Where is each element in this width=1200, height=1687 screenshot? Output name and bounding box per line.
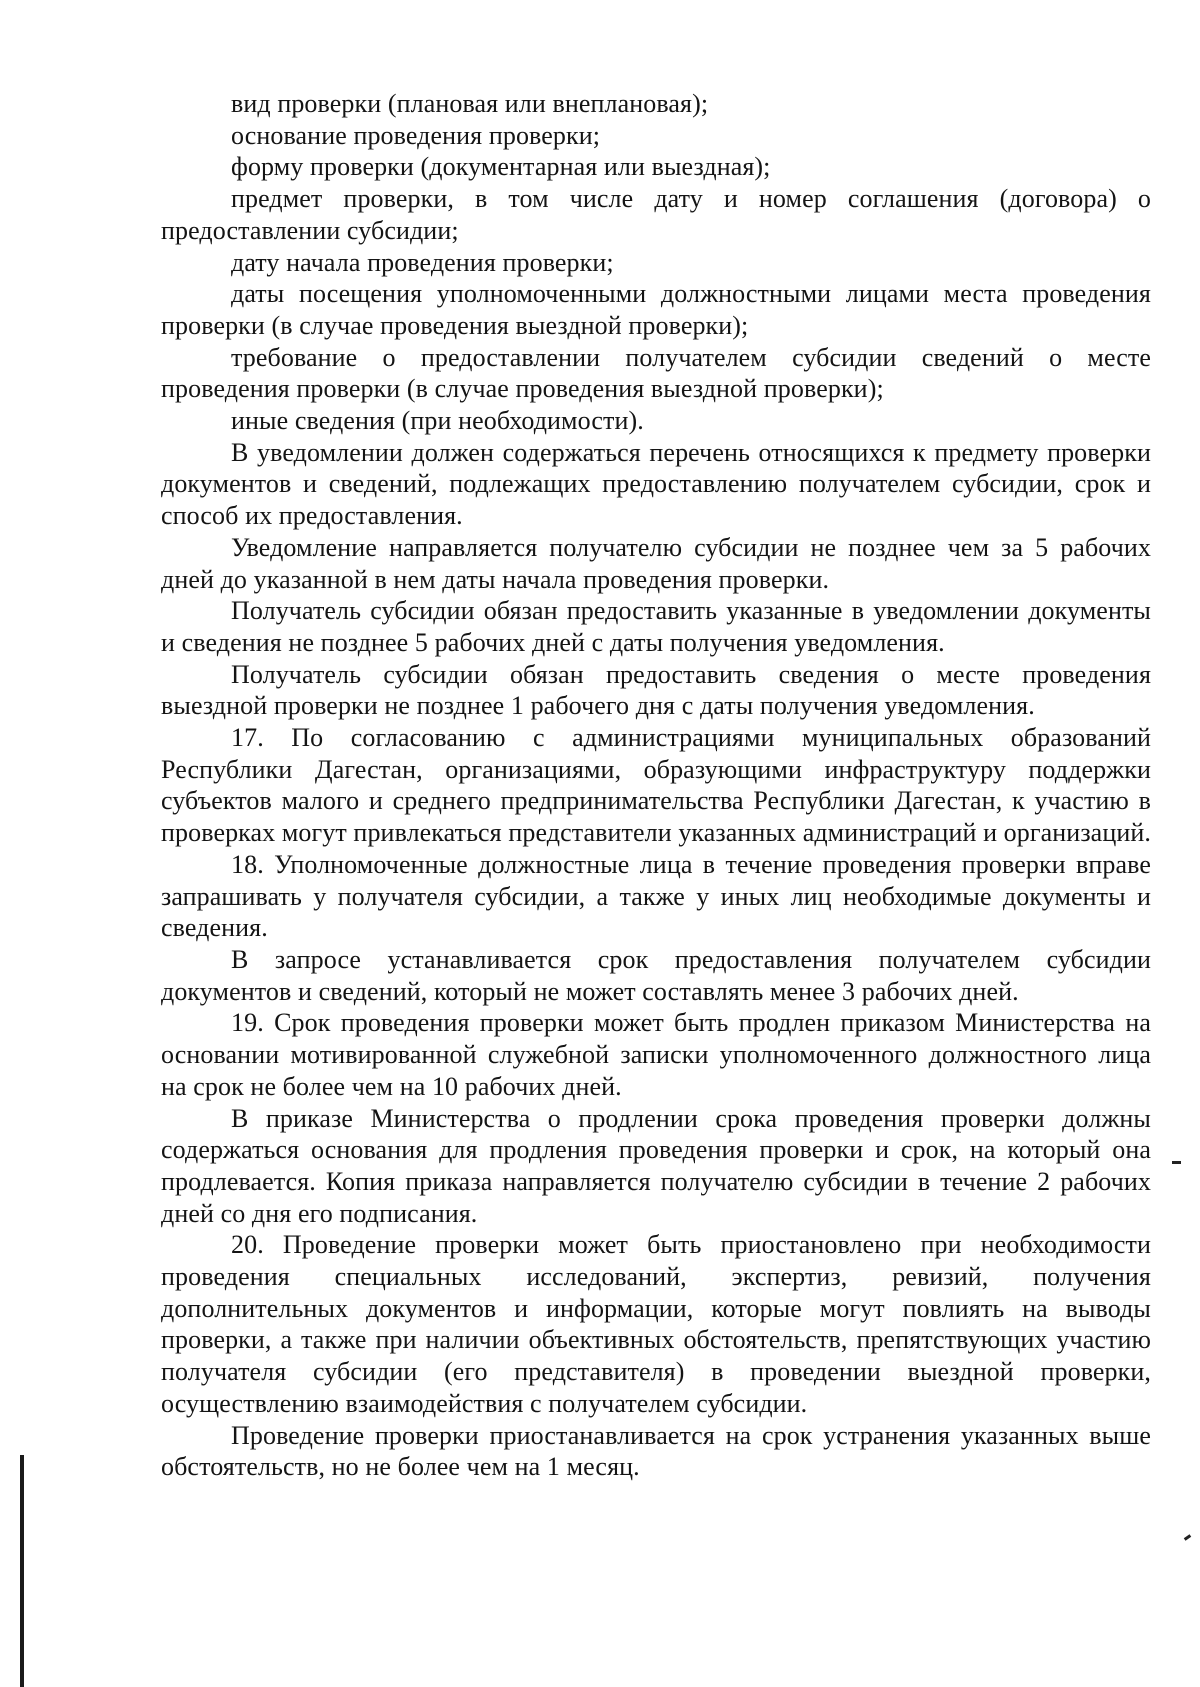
paragraph-inspection-form: форму проверки (документарная или выездная); [231, 152, 771, 182]
paragraph-clause-19: 19. Срок проведения проверки может быть продлен приказом Министерства на основании мотивированной служебной записки уполномоченного должностного лица на срок не более чем на 10 рабочих дней. [161, 1008, 1151, 1101]
paragraph-suspension-term: Проведение проверки приостанавливается на срок устранения указанных выше обстоятельств, но не более чем на 1 месяц. [161, 1420, 1151, 1482]
paragraph-visit-dates: даты посещения уполномоченными должностными лицами места проведения проверки (в случае проведения выездной проверки); [161, 279, 1151, 340]
paragraph-start-date: дату начала проведения проверки; [231, 247, 614, 277]
paragraph-inspection-subject: предмет проверки, в том числе дату и номер соглашения (договора) о предоставлении субсидии; [161, 184, 1151, 245]
paragraph-notice-contents: В уведомлении должен содержаться перечень относящихся к предмету проверки документов и сведений, подлежащих предоставлению получателем субсидии, срок и способ их предоставления. [161, 437, 1151, 531]
paragraph-extension-order: В приказе Министерства о продлении срока проведения проверки должны содержаться основания для продления проведения проверки и срок, на который она продлевается. Копия приказа направляется получателю субсидии в течение 2 рабочих дней со дня его подписания. [161, 1103, 1151, 1228]
paragraph-notice-timing: Уведомление направляется получателю субсидии не позднее чем за 5 рабочих дней до указанной в нем даты начала проведения проверки. [161, 532, 1151, 594]
scan-artifact-tick [1184, 1534, 1191, 1540]
paragraph-clause-17: 17. По согласованию с администрациями муниципальных образований Республики Дагестан, организациями, образующими инфраструктуру поддержки субъектов малого и среднего предпринимательства Республики Дагестан, к участию в проверках могут привлекаться представители указанных администраций и организаций. [161, 723, 1151, 848]
paragraph-documents-deadline: Получатель субсидии обязан предоставить указанные в уведомлении документы и сведения не позднее 5 рабочих дней с даты получения уведомления. [161, 596, 1151, 657]
paragraph-other-info: иные сведения (при необходимости). [231, 406, 644, 436]
paragraph-clause-18: 18. Уполномоченные должностные лица в течение проведения проверки вправе запрашивать у получателя субсидии, а также у иных лиц необходимые документы и сведения. [161, 849, 1151, 943]
paragraph-inspection-type: вид проверки (плановая или внеплановая); [231, 89, 709, 118]
paragraph-inspection-basis: основание проведения проверки; [231, 120, 601, 150]
paragraph-location-deadline: Получатель субсидии обязан предоставить сведения о месте проведения выездной проверки не позднее 1 рабочего дня с даты получения уведомления. [161, 659, 1151, 721]
scan-artifact-dash [1172, 1161, 1181, 1164]
scan-margin-line [20, 1455, 24, 1687]
paragraph-location-request: требование о предоставлении получателем субсидии сведений о месте проведения проверки (в случае проведения выездной проверки); [161, 342, 1151, 404]
paragraph-request-term: В запросе устанавливается срок предоставления получателем субсидии документов и сведений, который не может составлять менее 3 рабочих дней. [161, 944, 1151, 1006]
paragraph-clause-20: 20. Проведение проверки может быть приостановлено при необходимости проведения специальных исследований, экспертиз, ревизий, получения дополнительных документов и информации, которые могут повлиять на выводы проверки, а также при наличии объективных обстоятельств, препятствующих участию получателя субсидии (его представителя) в проведении выездной проверки, осуществлению взаимодействия с получателем субсидии. [161, 1230, 1151, 1418]
document-body [161, 88, 1151, 1483]
